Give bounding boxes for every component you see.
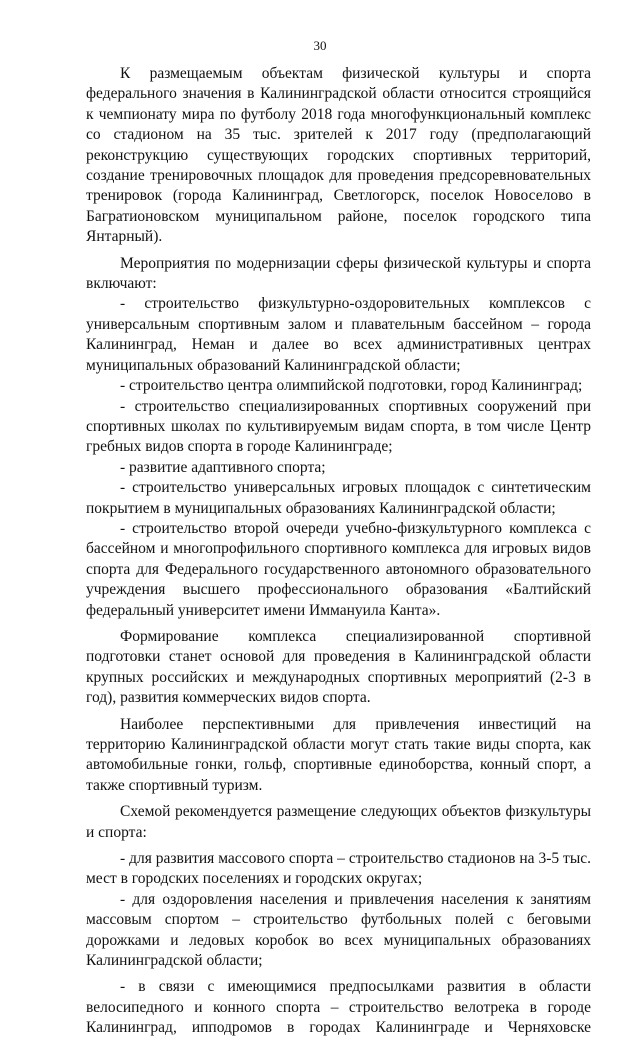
list-item-olympic-center: - строительство центра олимпийской подготовки, город Калининград;	[120, 377, 583, 395]
list-item-adaptive-sport: - развитие адаптивного спорта;	[120, 458, 326, 476]
list-item-velodrome: - в связи с имеющимися предпосылками развития в области велосипедного и конного спорта – строительство велотрека в городе Калининград, ипподромов в городах Калининграде и Черняховске	[86, 978, 591, 1037]
list-item-specialized-facilities: - строительство специализированных спортивных сооружений при спортивных школах по культивируемым видам спорта, в том числе Центр гребных видов спорта в городе Калининграде;	[86, 397, 591, 456]
paragraph-modernization-intro: Мероприятия по модернизации сферы физической культуры и спорта включают:	[86, 254, 591, 293]
page-number: 30	[313, 38, 327, 53]
paragraph-scheme-recommendation: Схемой рекомендуется размещение следующих объектов физкультуры и спорта:	[86, 803, 591, 841]
paragraph-investment-sports: Наиболее перспективными для привлечения инвестиций на территорию Калининградской области могут стать такие виды спорта, как автомобильные гонки, гольф, спортивные единоборства, конный спорт, а также спортивный туризм.	[86, 715, 591, 794]
paragraph-specialized-training: Формирование комплекса специализированной спортивной подготовки станет основой для проведения в Калининградской области крупных российских и международных спортивных мероприятий (2-3 в год), развития коммерческих видов спорта.	[86, 627, 591, 707]
document-body	[86, 64, 591, 1039]
list-item-playgrounds: - строительство универсальных игровых площадок с синтетическим покрытием в муниципальных образованиях Калининградской области;	[86, 479, 591, 517]
paragraph-federal-objects: К размещаемым объектам физической культуры и спорта федерального значения в Калининградской области относится строящийся к чемпионату мира по футболу 2018 года многофункциональный комплекс со стадионом на 35 тыс. зрителей к 2017 году (предполагающий реконструкцию существующих городских спортивных территорий, создание тренировочных площадок для проведения предсоревновательных тренировок (города Калининград, Светлогорск, поселок Новоселово в Багратионовском муниципальном районе, поселок городского типа Янтарный).	[86, 65, 591, 246]
list-item-university-complex: - строительство второй очереди учебно-физкультурного комплекса с бассейном и многопрофильного спортивного комплекса для игровых видов спорта для Федерального государственного автономного образовательного учреждения высшего профессионального образования «Балтийский федеральный университет имени Иммануила Канта».	[86, 519, 591, 619]
list-item-stadiums: - для развития массового спорта – строительство стадионов на 3-5 тыс. мест в городских поселениях и городских округах;	[86, 850, 591, 888]
list-item-fitness-complexes: - строительство физкультурно-оздоровительных комплексов с универсальным спортивным залом и плавательным бассейном – города Калининград, Неман и далее во всех административных центрах муниципальных образований Калининградской области;	[86, 295, 591, 374]
list-item-football-fields: - для оздоровления населения и привлечения населения к занятиям массовым спортом – строительство футбольных полей с беговыми дорожками и ледовых коробок во всех муниципальных образованиях Калининградской области;	[86, 890, 591, 970]
